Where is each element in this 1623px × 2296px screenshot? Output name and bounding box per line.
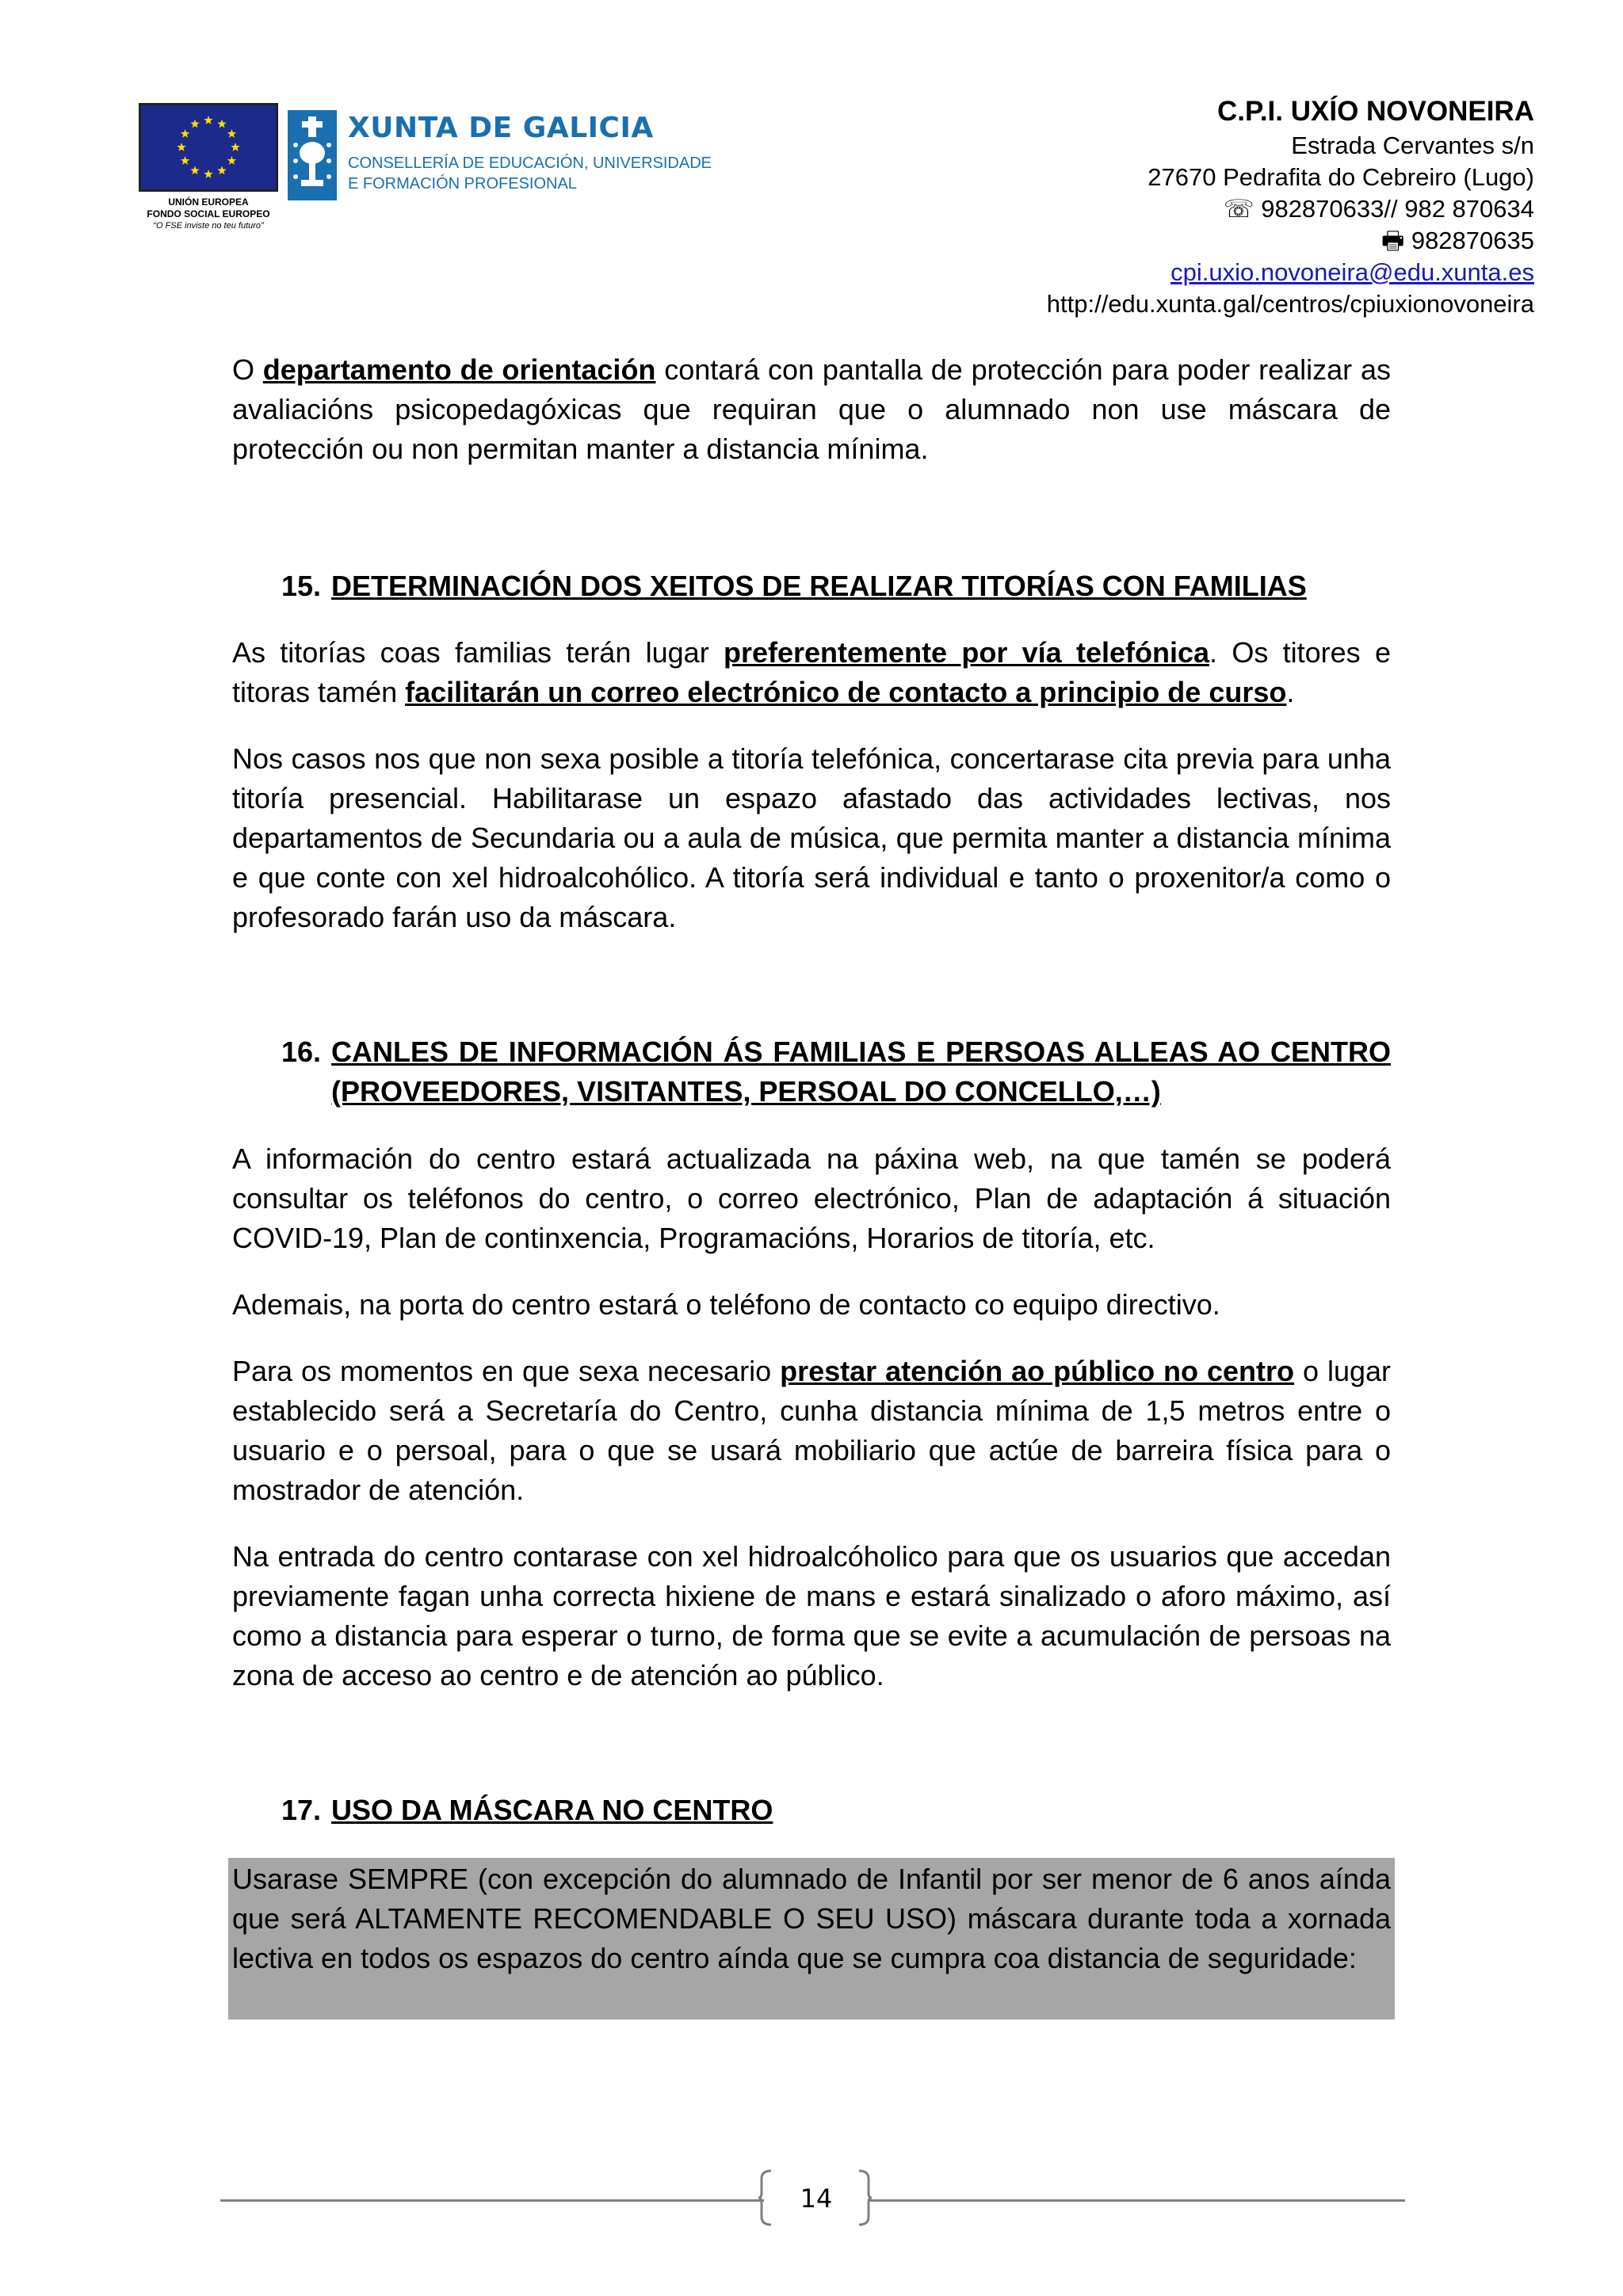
section-16-paragraph-4: Na entrada do centro contarase con xel hidroalcóholico para que os usuarios que accedan previamente fagan unha correcta hixiene de mans e estará sinalizado o aforo máximo, así como a distancia para esperar o turno, de forma que se evite a acumulación de persoas na zona de acceso ao centro e de atención ao público. bbox=[232, 1540, 1391, 1691]
xunta-subtitle-line1: CONSELLERÍA DE EDUCACIÓN, UNIVERSIDADE bbox=[348, 154, 712, 172]
xunta-emblem-icon bbox=[288, 110, 337, 200]
s15-p1-text-b: . Os titores e titoras tamén bbox=[232, 636, 1391, 708]
school-address-line1: Estrada Cervantes s/n bbox=[1291, 132, 1534, 159]
xunta-subtitle-line2: E FORMACIÓN PROFESIONAL bbox=[348, 175, 577, 193]
s16-p3-text-a: Para os momentos en que sexa necesario bbox=[232, 1355, 781, 1387]
eu-logo bbox=[125, 103, 292, 231]
left-brace-icon bbox=[757, 2169, 773, 2226]
school-email-link[interactable]: cpi.uxio.novoneira@edu.xunta.es bbox=[1170, 258, 1534, 286]
eu-flag-icon bbox=[139, 103, 278, 192]
section-16-paragraph-3 bbox=[232, 1352, 1391, 1510]
page-number: 14 bbox=[800, 2183, 833, 2214]
eu-star-icon bbox=[204, 170, 212, 178]
footer-rule-right bbox=[869, 2199, 1405, 2202]
eu-star-icon bbox=[204, 116, 212, 124]
eu-star-icon bbox=[217, 166, 226, 174]
footer-rule-left bbox=[220, 2199, 764, 2202]
section-16-paragraph-2: Ademais, na porta do centro estará o teléfono de contacto co equipo directivo. bbox=[232, 1288, 1220, 1321]
section-15-number: 15. bbox=[281, 570, 322, 602]
eu-star-icon bbox=[227, 156, 237, 165]
section-16-paragraph-1: A información do centro estará actualizada na páxina web, na que tamén se poderá consultar os teléfonos do centro, o correo electrónico, Plan de adaptación á situación COVID-19, Plan de continxencia, Programacións, Horarios de titoría, etc. bbox=[232, 1142, 1391, 1254]
section-16-number: 16. bbox=[281, 1035, 322, 1068]
section-16-heading bbox=[281, 1032, 1391, 1112]
eu-star-icon bbox=[190, 120, 199, 128]
eu-star-icon bbox=[181, 129, 190, 138]
s15-p1-emphasis-2: facilitarán un correo electrónico de contacto a principio de curso bbox=[405, 676, 1287, 708]
eu-star-icon bbox=[190, 166, 199, 174]
school-fax: 🖶 982870635 bbox=[1381, 227, 1534, 254]
section-16-title: CANLES DE INFORMACIÓN ÁS FAMILIAS E PERSOAS ALLEAS AO CENTRO (PROVEEDORES, VISITANTES, PERSOAL DO CONCELLO,…) bbox=[331, 1035, 1391, 1108]
school-website: http://edu.xunta.gal/centros/cpiuxionovoneira bbox=[1046, 290, 1534, 318]
eu-star-icon bbox=[217, 120, 226, 128]
section-17-paragraph: Usarase SEMPRE (con excepción do alumnado de Infantil por ser menor de 6 anos aínda que será ALTAMENTE RECOMENDABLE O SEU USO) máscara durante toda a xornada lectiva en todos os espazos do centro aínda que se cumpra coa distancia de seguridade: bbox=[232, 1863, 1391, 1974]
xunta-logo bbox=[288, 107, 731, 202]
s15-p1-text-c: . bbox=[1286, 676, 1295, 708]
section-15-title: DETERMINACIÓN DOS XEITOS DE REALIZAR TITORÍAS CON FAMILIAS bbox=[331, 570, 1307, 602]
section-17-title: USO DA MÁSCARA NO CENTRO bbox=[331, 1794, 773, 1826]
fse-label: FONDO SOCIAL EUROPEO bbox=[147, 208, 270, 219]
school-address-line2: 27670 Pedrafita do Cebreiro (Lugo) bbox=[1148, 163, 1534, 191]
s16-p3-emphasis: prestar atención ao público no centro bbox=[780, 1355, 1295, 1387]
eu-label: UNIÓN EUROPEA bbox=[168, 196, 249, 208]
section-15-paragraph-2: Nos casos nos que non sexa posible a titoría telefónica, concertarase cita previa para unha titoría presencial. Habilitarase un espazo afastado das actividades lectivas, nos departamentos de Secundaria ou a aula de música, que permita manter a distancia mínima e que conte con xel hidroalcohólico. A titoría será individual e tanto o proxenitor/a como o profesorado farán uso da máscara. bbox=[232, 742, 1391, 933]
xunta-title: XUNTA DE GALICIA bbox=[348, 112, 654, 144]
intro-text-1: O bbox=[232, 353, 263, 386]
right-brace-icon bbox=[857, 2169, 873, 2226]
school-name: C.P.I. UXÍO NOVONEIRA bbox=[1217, 96, 1534, 127]
school-phone: ☏ 982870633// 982 870634 bbox=[1223, 195, 1534, 223]
eu-star-icon bbox=[227, 129, 237, 138]
intro-emphasis: departamento de orientación bbox=[262, 353, 656, 386]
intro-paragraph bbox=[232, 350, 1391, 469]
fse-motto: “O FSE inviste no teu futuro” bbox=[153, 221, 264, 231]
section-15-heading bbox=[281, 566, 1307, 606]
s16-p3-text-b: o lugar establecido será a Secretaría do Centro, cunha distancia mínima de 1,5 metros entre o usuario e o persoal, para o que se usará mobiliario que actúe de barreira física para o mostrador de atención. bbox=[232, 1355, 1392, 1506]
intro-section bbox=[232, 350, 1391, 469]
s15-p1-emphasis-1: preferentemente por vía telefónica bbox=[723, 636, 1210, 669]
s15-p1-text-a: As titorías coas familias terán lugar bbox=[232, 636, 724, 669]
eu-star-icon bbox=[177, 143, 185, 151]
section-15-paragraph-1 bbox=[232, 633, 1391, 712]
eu-star-icon bbox=[181, 156, 190, 165]
section-17-number: 17. bbox=[281, 1794, 322, 1826]
section-16-body bbox=[232, 1139, 1391, 1695]
section-15-body bbox=[232, 633, 1391, 937]
section-17-heading bbox=[281, 1791, 773, 1830]
xunta-subtitle bbox=[348, 153, 712, 194]
school-info bbox=[1047, 93, 1534, 320]
eu-star-icon bbox=[231, 143, 239, 151]
intro-text-2: contará con pantalla de protección para poder realizar as avaliacións psicopedagóxicas que requiran que o alumnado non use máscara de protección ou non permitan manter a distancia mínima. bbox=[232, 353, 1391, 465]
